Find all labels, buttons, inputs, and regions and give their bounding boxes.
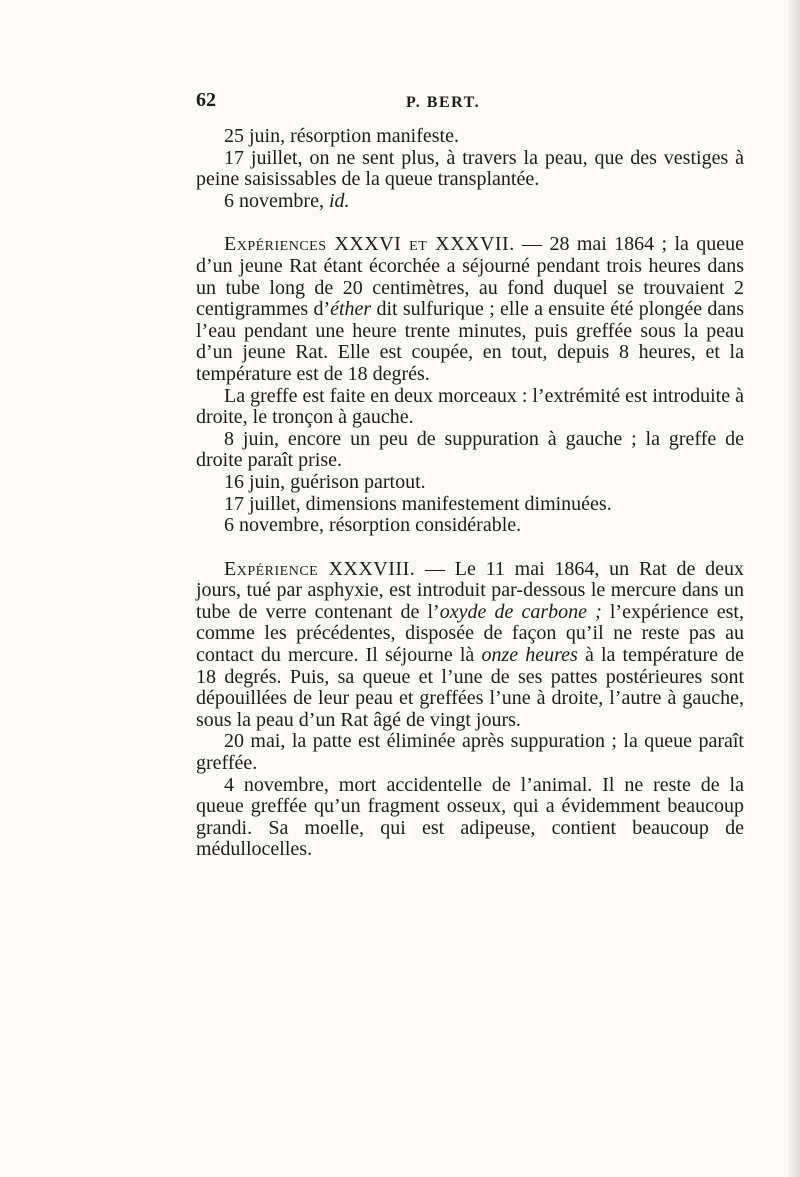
paragraph-experiences-36-37: Expériences XXXVI et XXXVII. — 28 mai 1864 ; la queue d’un jeune Rat étant écorchée a séjourné pendant trois heures dans un tube long de 20 centimètres, au fond duquel se trouvaient 2 centigrammes d’éther dit sulfurique ; elle a ensuite été plongée dans l’eau pendant une heure trente minutes, puis greffée sous la peau d’un jeune Rat. Elle est coupée, en tout, depuis 8 heures, et la température est de 18 degrés. bbox=[196, 233, 745, 385]
page-number: 62 bbox=[196, 89, 216, 111]
page-edge bbox=[788, 0, 800, 1177]
paragraph-june-16: 16 juin, guérison partout. bbox=[224, 470, 426, 493]
paragraph-june-25: 25 juin, résorption manifeste. bbox=[224, 125, 459, 147]
experiment-heading: Expérience XXXVIII. bbox=[224, 557, 416, 580]
experiment-heading: Expériences XXXVI et XXXVII. bbox=[224, 233, 515, 256]
paragraph-experience-38: Expérience XXXVIII. — Le 11 mai 1864, un Rat de deux jours, tué par asphyxie, est introduit par-dessous le mercure dans un tube de verre contenant de l’oxyde de carbone ; l’expérience est, comme les précédentes, disposée de façon qu’il ne reste pas au contact du mercure. Il séjourne là onze heures à la température de 18 degrés. Puis, sa queue et l’une de ses pattes postérieures sont dépouillées de leur peau et greffées l’une à droite, l’autre à gauche, sous la peau d’un Rat âgé de vingt jours. bbox=[196, 557, 745, 731]
paragraph-may-20: 20 mai, la patte est éliminée après suppuration ; la queue paraît greffée. bbox=[196, 730, 744, 775]
page-text bbox=[196, 90, 744, 861]
paragraph-july-17-b: 17 juillet, dimensions manifestement diminuées. bbox=[224, 492, 612, 515]
paragraph-november-6-b: 6 novembre, résorption considérable. bbox=[224, 514, 522, 537]
running-head bbox=[196, 90, 744, 118]
paragraph-november-4: 4 novembre, mort accidentelle de l’animal. Il ne reste de la queue greffée qu’un fragment osseux, qui a évidemment beaucoup grandi. Sa moelle, qui est adipeuse, contient beaucoup de médullocelles. bbox=[196, 773, 744, 861]
paragraph-graft-pieces: La greffe est faite en deux morceaux : l’extrémité est introduite à droite, le tronçon à gauche. bbox=[196, 384, 744, 429]
paragraph-july-17: 17 juillet, on ne sent plus, à travers la peau, que des vestiges à peine saisissables de la queue transplantée. bbox=[196, 146, 744, 191]
paragraph-june-8: 8 juin, encore un peu de suppuration à gauche ; la greffe de droite paraît prise. bbox=[196, 427, 744, 472]
paragraph-november-6: 6 novembre, id. bbox=[224, 189, 350, 212]
running-title: P. BERT. bbox=[406, 94, 481, 111]
